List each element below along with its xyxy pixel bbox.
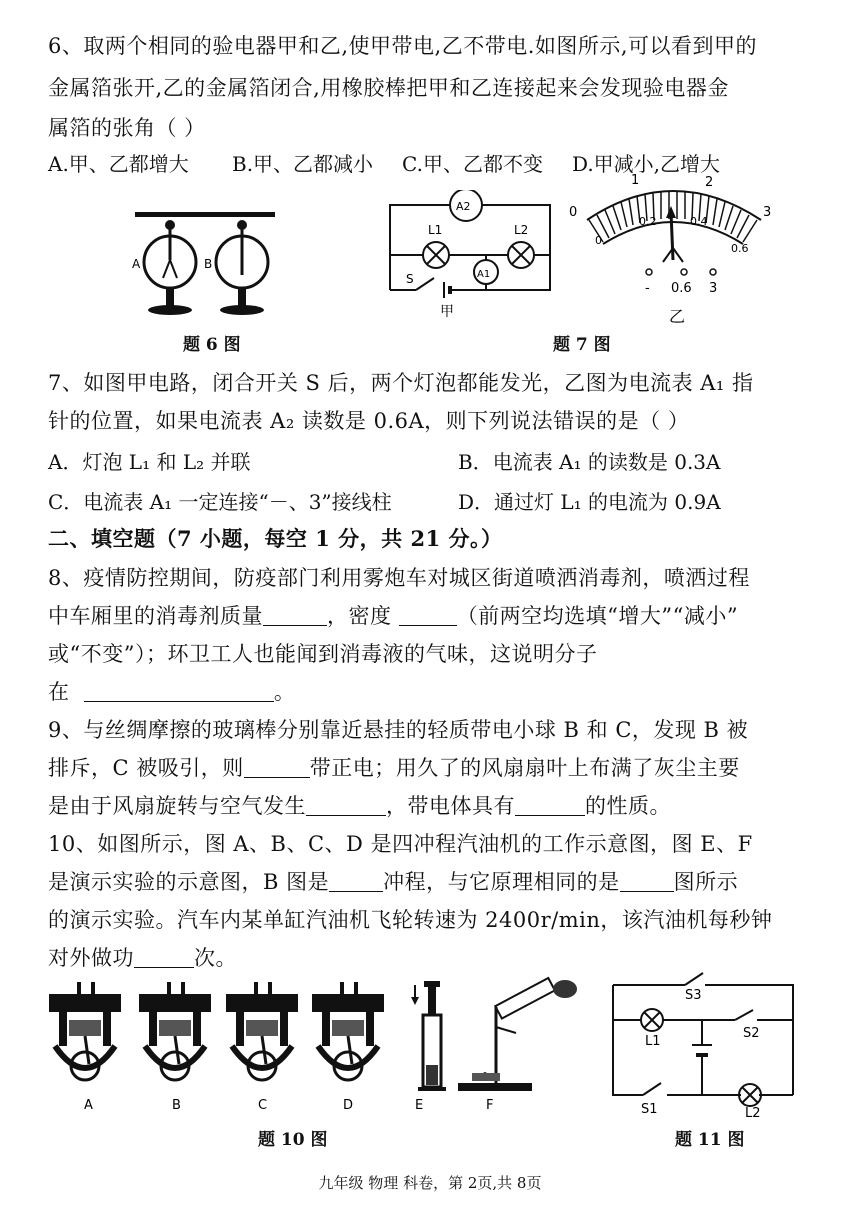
q9-line2: 排斥，C 被吸引，则 带正电；用久了的风扇扇叶上布满了灰尘主要 xyxy=(48,756,740,780)
electroscope-label-b: B xyxy=(204,257,213,271)
q6-option-a: A.甲、乙都增大 xyxy=(48,152,189,176)
dial-bottom-0: 0 xyxy=(595,234,602,247)
page-footer: 九年级 物理 科卷，第 2页,共 8页 xyxy=(318,1174,542,1192)
q8-blank-2[interactable] xyxy=(399,605,457,626)
engine-label-b: B xyxy=(172,1098,181,1113)
dial-top-1: 1 xyxy=(631,173,640,188)
engine-label-c: C xyxy=(258,1098,268,1113)
pump-apparatus xyxy=(411,981,446,1091)
engine-label-a: A xyxy=(84,1098,93,1113)
fig11-caption: 题 11 图 xyxy=(675,1130,745,1150)
q6-option-b: B.甲、乙都减小 xyxy=(232,152,374,176)
ammeter-dial-figure xyxy=(565,170,780,325)
lamp-l2-label: L2 xyxy=(745,1106,761,1117)
q7-option-a: A．灯泡 L₁ 和 L₂ 并联 xyxy=(48,450,251,474)
lamp-l1-label: L1 xyxy=(428,223,443,237)
terminal-06: 0.6 xyxy=(671,281,692,296)
q7-line2: 针的位置，如果电流表 A₂ 读数是 0.6A，则下列说法错误的是（ ） xyxy=(48,409,690,433)
switch-s-label: S xyxy=(406,272,414,286)
q7-option-b: B．电流表 A₁ 的读数是 0.3A xyxy=(458,450,721,474)
fig6-caption: 题 6 图 xyxy=(183,335,241,355)
q6-option-c: C.甲、乙都不变 xyxy=(402,152,543,176)
q6-line2: 金属箔张开,乙的金属箔闭合,用橡胶棒把甲和乙连接起来会发现验电器金 xyxy=(48,76,729,100)
q9-blank-1[interactable] xyxy=(244,757,310,778)
switch-s3-label: S3 xyxy=(685,988,702,1003)
terminal-3: 3 xyxy=(709,281,718,296)
q10-line4: 对外做功 次。 xyxy=(48,946,237,970)
fig10-caption: 题 10 图 xyxy=(258,1130,328,1150)
q9-line3: 是由于风扇旋转与空气发生 ，带电体具有 的性质。 xyxy=(48,794,671,818)
terminal-minus: - xyxy=(645,281,650,296)
q10-line1: 10、如图所示，图 A、B、C、D 是四冲程汽油机的工作示意图，图 E、F xyxy=(48,832,753,856)
dial-yi-label: 乙 xyxy=(669,307,686,325)
dial-bottom-04: 0.4 xyxy=(690,215,708,228)
q8-blank-1[interactable] xyxy=(263,605,327,626)
circuit-jia-label: 甲 xyxy=(440,304,454,320)
q6-option-d: D.甲减小,乙增大 xyxy=(572,152,721,176)
ammeter-a1-label: A1 xyxy=(477,269,491,280)
circuit-fig11-figure xyxy=(605,965,805,1117)
q8-blank-3[interactable] xyxy=(84,681,274,702)
q10-blank-1[interactable] xyxy=(329,871,383,892)
dial-top-2: 2 xyxy=(705,175,714,190)
engine-strokes-figure xyxy=(40,975,600,1115)
dial-top-0: 0 xyxy=(569,205,578,220)
q8-line1: 8、疫情防控期间，防疫部门利用雾炮车对城区街道喷洒消毒剂，喷洒过程 xyxy=(48,566,750,590)
q8-line4: 在 。 xyxy=(48,680,296,704)
q6-line3: 属箔的张角（ ） xyxy=(48,116,206,140)
q9-line1: 9、与丝绸摩擦的玻璃棒分别靠近悬挂的轻质带电小球 B 和 C，发现 B 被 xyxy=(48,718,749,742)
switch-s2-label: S2 xyxy=(743,1026,760,1041)
q9-blank-3[interactable] xyxy=(515,795,585,816)
circuit-jia-figure xyxy=(378,190,563,320)
q7-option-c: C．电流表 A₁ 一定连接“－、3”接线柱 xyxy=(48,490,392,514)
dial-bottom-02: 0.2 xyxy=(639,215,657,228)
lamp-l1-label: L1 xyxy=(645,1034,661,1049)
switch-s1-label: S1 xyxy=(641,1102,658,1117)
ammeter-a2-label: A2 xyxy=(456,200,471,213)
dial-bottom-06: 0.6 xyxy=(731,242,749,255)
q8-line3: 或“不变”）；环卫工人也能闻到消毒液的气味，这说明分子 xyxy=(48,642,598,666)
dial-top-3: 3 xyxy=(763,205,772,220)
q7-option-d: D．通过灯 L₁ 的电流为 0.9A xyxy=(458,490,721,514)
q10-blank-3[interactable] xyxy=(134,947,194,968)
q8-line2: 中车厢里的消毒剂质量 ，密度 （前两空均选填“增大”“减小” xyxy=(48,604,739,628)
q7-line1: 7、如图甲电路，闭合开关 S 后，两个灯泡都能发光，乙图为电流表 A₁ 指 xyxy=(48,371,754,395)
electroscope-label-a: A xyxy=(132,257,141,271)
engine-label-d: D xyxy=(343,1098,354,1113)
q9-blank-2[interactable] xyxy=(306,795,386,816)
q6-line1: 6、取两个相同的验电器甲和乙,使甲带电,乙不带电.如图所示,可以看到甲的 xyxy=(48,34,758,58)
electroscope-figure xyxy=(130,200,280,325)
fig7-caption: 题 7 图 xyxy=(553,335,611,355)
experiment-label-f: F xyxy=(486,1098,494,1113)
lamp-l2-label: L2 xyxy=(514,223,529,237)
q10-line3: 的演示实验。汽车内某单缸汽油机飞轮转速为 2400r/min，该汽油机每秒钟 xyxy=(48,908,773,932)
q10-blank-2[interactable] xyxy=(620,871,674,892)
section-2-title: 二、填空题（7 小题，每空 1 分，共 21 分。） xyxy=(48,526,503,551)
test-tube-apparatus xyxy=(458,978,577,1091)
experiment-label-e: E xyxy=(415,1098,424,1113)
q10-line2: 是演示实验的示意图，B 图是 冲程，与它原理相同的是 图所示 xyxy=(48,870,739,894)
